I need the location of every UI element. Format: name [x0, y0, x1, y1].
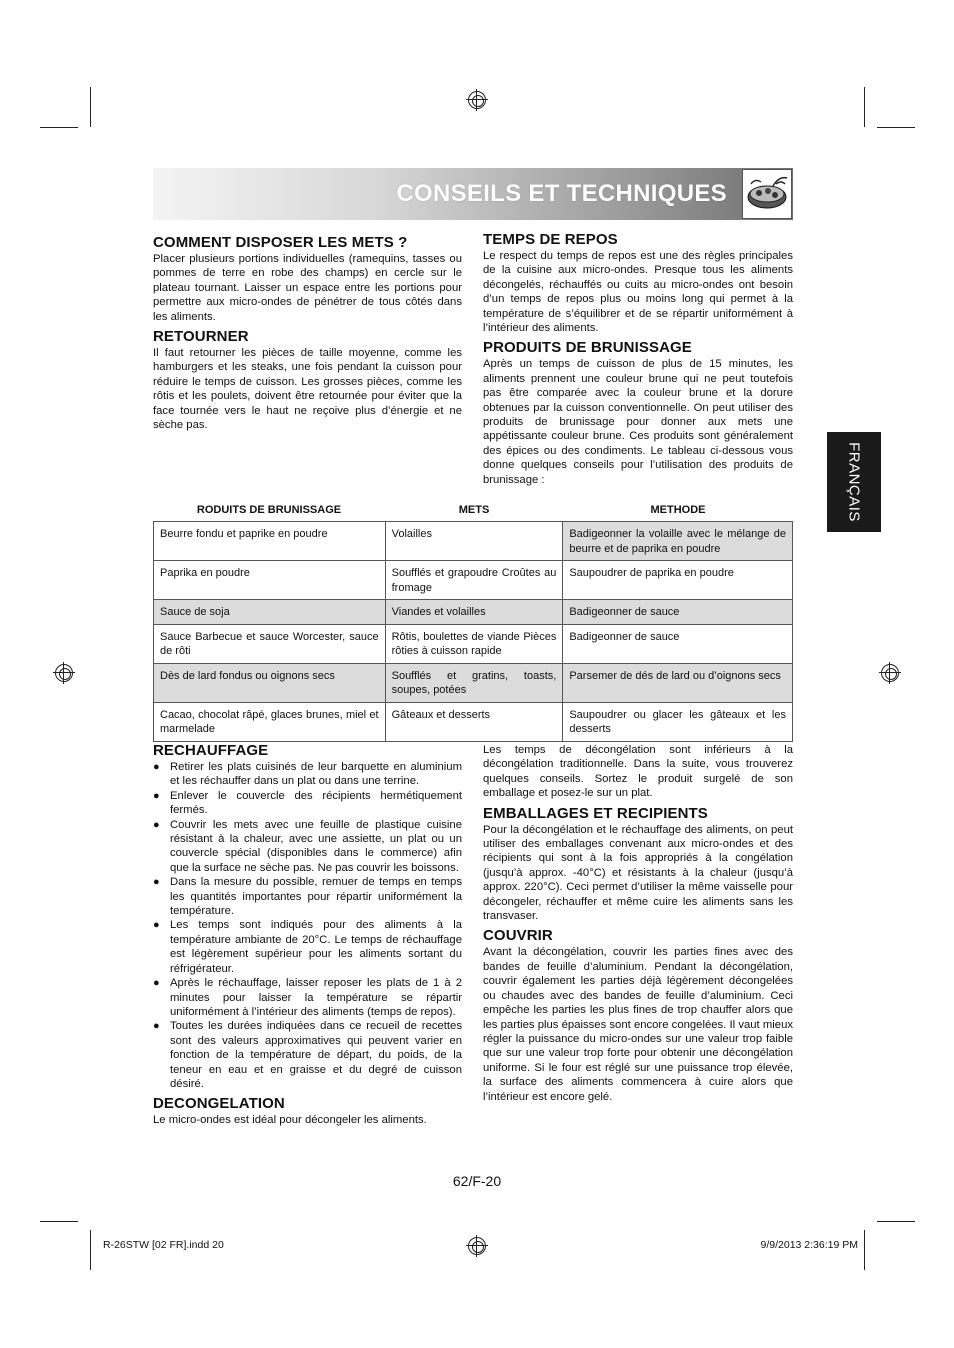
footer-file-name: R-26STW [02 FR].indd 20 [103, 1239, 224, 1251]
section-heading: EMBALLAGES ET RECIPIENTS [483, 804, 708, 822]
section-text: Avant la décongélation, couvrir les parties fines avec des bandes de feuille d’aluminium. Pendant la décongélation, couvrir également les parties déjà légèrement décongelées ou chaudes avec des bandes de feuille d’aluminium. Ceci empêche les parties les plus fines de trop chauffer alors que les parties plus épaisses sont encore congelées. Il vaut mieux régler la puissance du micro-ondes sur une valeur trop faible que sur une valeur trop forte pour obtenir une décongélation uniforme. Si le four est réglé sur une puissance trop élevée, la surface des aliments commencera à cuire alors que l’intérieur est encore gelé. [483, 946, 793, 1103]
right-column [483, 231, 793, 487]
table-header: METHODE [650, 504, 706, 516]
table-row [154, 600, 793, 625]
table-cell: Badigeonner de sauce [563, 624, 793, 663]
table-cell: Badigeonner la volaille avec le mélange de beurre et de paprika en poudre [563, 522, 793, 561]
browning-table [153, 521, 793, 742]
crop-mark [90, 1230, 91, 1270]
page-title: CONSEILS ET TECHNIQUES [396, 180, 727, 207]
list-item: ● Les temps sont indiqués pour des aliments à la température ambiante de 20°C. Le temps de réchauffage est légèrement supérieur pour les aliments sortant du réfrigérateur. [153, 918, 462, 976]
table-cell: Beurre fondu et paprike en poudre [154, 522, 386, 561]
table-cell: Saupoudrer ou glacer les gâteaux et les desserts [563, 702, 793, 741]
list-item: ● Couvrir les mets avec une feuille de plastique cuisine résistant à la chaleur, avec une assiette, un plat ou un couvercle spécial (disponibles dans le commerce) afin que la surface ne sèche pas. Ne pas couvrir les boissons. [153, 818, 462, 876]
crop-mark [40, 127, 78, 128]
language-tab [827, 432, 881, 532]
table-row [154, 663, 793, 702]
table-cell: Parsemer de dés de lard ou d’oignons secs [563, 663, 793, 702]
table-cell: Rôtis, boulettes de viande Pièces rôties à cuisson rapide [385, 624, 563, 663]
table-header: METS [458, 504, 490, 516]
table-cell: Viandes et volailles [385, 600, 563, 625]
table-row [154, 561, 793, 600]
section-text: Les temps de décongélation sont inférieurs à la décongélation traditionnelle. Dans la suite, vous trouverez quelques conseils. Sortez le produit surgelé de son emballage et posez-le sur un plat. [483, 744, 793, 800]
crop-mark [90, 87, 91, 127]
language-tab-label: FRANÇAIS [845, 442, 863, 522]
food-bowl-icon [742, 169, 792, 219]
bottom-left-column [153, 742, 462, 1128]
crop-mark [877, 127, 915, 128]
page-number: 62/F-20 [452, 1173, 502, 1189]
table-cell: Cacao, chocolat râpé, glaces brunes, miel et marmelade [154, 702, 386, 741]
table-cell: Volailles [385, 522, 563, 561]
section-text: Le respect du temps de repos est une des règles principales de la cuisine aux micro-ondes. Presque tous les aliments décongelés, réchauffés ou cuits au micro-ondes ont besoin d’un temps de repos plus ou moins long qui permet à la température de s’équilibrer et de se répartir uniformément à l’intérieur des aliments. [483, 250, 793, 335]
section-heading: TEMPS DE REPOS [483, 231, 618, 248]
bottom-right-column [483, 743, 793, 1104]
crop-mark [40, 1221, 78, 1222]
section-text: Après un temps de cuisson de plus de 15 minutes, les aliments prennent une couleur brune qui ne peut toutefois pas être comparée avec la couleur brune et la dorure obtenues par la cuisson conventionnelle. On peut utiliser des produits de brunissage pour donner aux mets une appétissante couleur brune. Ces produits sont généralement des épices ou des condiments. Le tableau ci-dessous vous donne quelques conseils pour l’utilisation des produits de brunissage : [483, 358, 793, 486]
table-row [154, 522, 793, 561]
registration-mark-icon [55, 664, 73, 682]
crop-mark [877, 1221, 915, 1222]
table-cell: Saupoudrer de paprika en poudre [563, 561, 793, 600]
table-cell: Soufflés et gratins, toasts, soupes, potées [385, 663, 563, 702]
table-row [154, 702, 793, 741]
section-text: Il faut retourner les pièces de taille moyenne, comme les hamburgers et les steaks, une fois pendant la cuisson pour réduire le temps de cuisson. Les grosses pièces, comme les rôtis et les poulets, doivent être retournée pour éviter que la face tournée vers le haut ne reçoive plus d’énergie et ne sèche pas. [153, 347, 462, 432]
section-text: Pour la décongélation et le réchauffage des aliments, on peut utiliser des emballages convenant aux micro-ondes et des récipients qui sont à la fois appropriés à la congélation (jusqu’à approx. -40°C) et résistants à la chaleur (jusqu’à approx. 220°C). Ceci permet d’utiliser la même vaisselle pour décongeler, réchauffer et même cuire les aliments sans les transvaser. [483, 823, 793, 923]
section-text: Placer plusieurs portions individuelles (ramequins, tasses ou pommes de terre en robe des champs) en cercle sur le plateau tournant. Laisser un espace entre les portions pour permettre aux micro-ondes de pénétrer de tous côtés dans les aliments. [153, 253, 462, 323]
footer-date: 9/9/2013 2:36:19 PM [760, 1239, 858, 1251]
list-item: ● Toutes les durées indiquées dans ce recueil de recettes sont des valeurs approximatives qui peuvent varier en fonction de la température de départ, du poids, de la teneur en eau et en graisse et du degré de cuisson désiré. [153, 1019, 462, 1091]
crop-mark [864, 1230, 865, 1270]
section-heading: COUVRIR [483, 927, 553, 945]
section-text: Le micro-ondes est idéal pour décongeler les aliments. [153, 1114, 427, 1127]
section-heading: DECONGELATION [153, 1095, 285, 1113]
table-cell: Sauce de soja [154, 600, 386, 625]
list-item: ● Après le réchauffage, laisser reposer les plats de 1 à 2 minutes pour laisser la température se répartir uniformément à l’intérieur des aliments (temps de repos). [153, 976, 462, 1019]
left-column [153, 234, 462, 432]
section-heading: RECHAUFFAGE [153, 742, 269, 759]
section-heading: PRODUITS DE BRUNISSAGE [483, 339, 692, 357]
table-cell: Dès de lard fondus ou oignons secs [154, 663, 386, 702]
table-cell: Badigeonner de sauce [563, 600, 793, 625]
bullet-list [153, 760, 462, 1091]
section-heading: COMMENT DISPOSER LES METS ? [153, 234, 408, 251]
registration-mark-icon [468, 91, 486, 109]
table-row [154, 624, 793, 663]
list-item: ● Dans la mesure du possible, remuer de temps en temps les quantités importantes pour répartir uniformément la température. [153, 875, 462, 918]
list-item: ● Retirer les plats cuisinés de leur barquette en aluminium et les réchauffer dans un plat ou dans une terrine. [153, 760, 462, 789]
registration-mark-icon [881, 664, 899, 682]
table-cell: Paprika en poudre [154, 561, 386, 600]
header-banner [153, 168, 793, 220]
table-cell: Soufflés et grapoudre Croûtes au fromage [385, 561, 563, 600]
crop-mark [864, 87, 865, 127]
section-heading: RETOURNER [153, 328, 249, 346]
table-cell: Sauce Barbecue et sauce Worcester, sauce de rôti [154, 624, 386, 663]
registration-mark-icon [468, 1237, 486, 1255]
table-cell: Gâteaux et desserts [385, 702, 563, 741]
list-item: ● Enlever le couvercle des récipients hermétiquement fermés. [153, 789, 462, 818]
table-header: RODUITS DE BRUNISSAGE [196, 504, 342, 516]
